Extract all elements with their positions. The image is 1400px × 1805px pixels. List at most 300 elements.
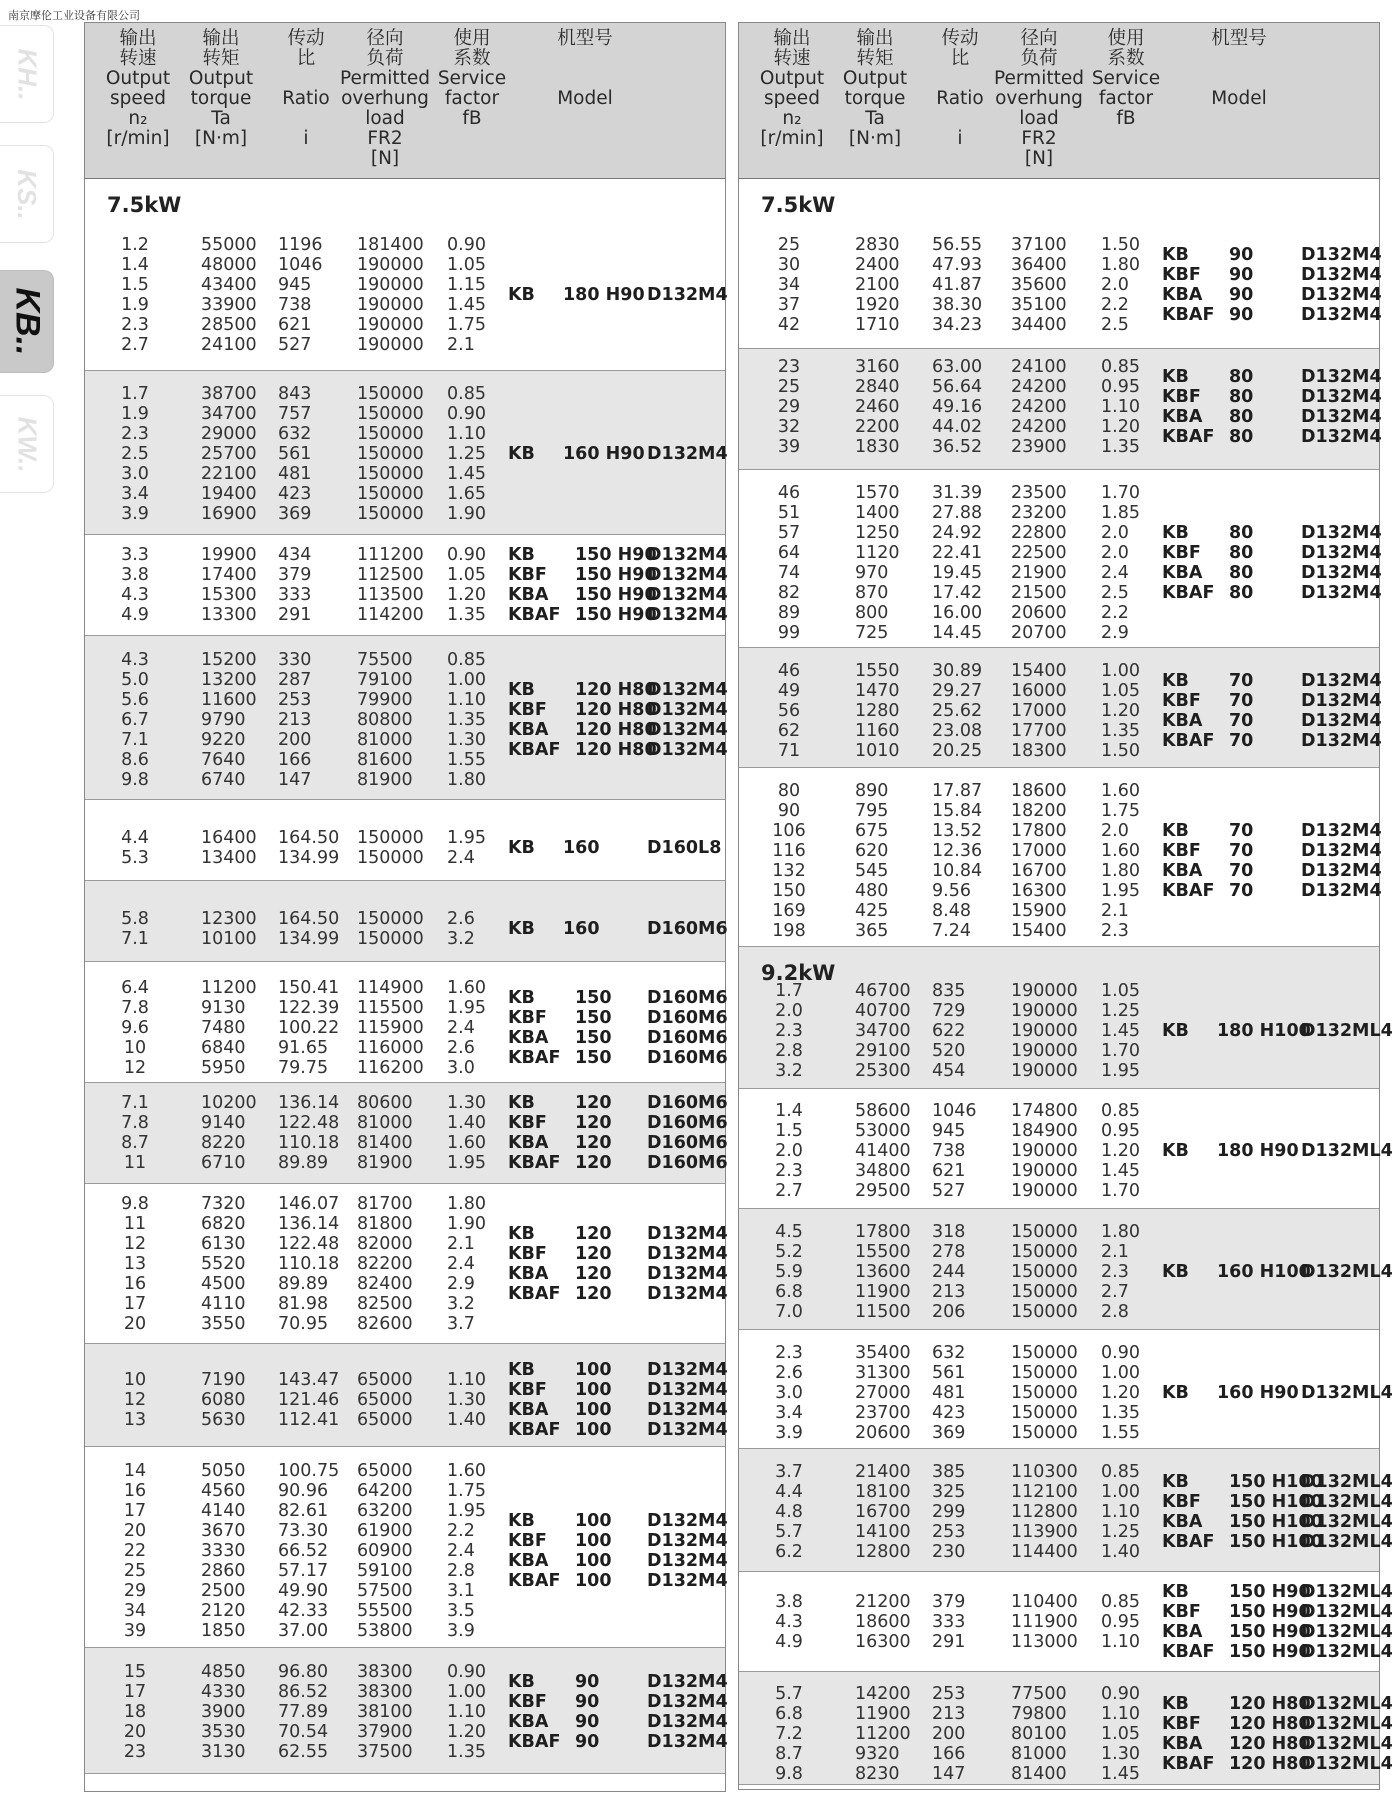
load-cell: 79900 xyxy=(357,690,413,710)
model-row xyxy=(85,680,728,700)
header-line: Output xyxy=(105,68,171,89)
service-cell: 1.10 xyxy=(1101,1704,1140,1724)
speed-cell: 116 xyxy=(772,841,806,861)
load-cell: 81400 xyxy=(1011,1764,1067,1784)
motor-type: D132M4 xyxy=(647,1692,728,1712)
ratio-cell: 66.52 xyxy=(278,1541,329,1561)
torque-cell: 13200 xyxy=(201,670,257,690)
torque-cell: 3160 xyxy=(855,357,900,377)
header-line: Ratio xyxy=(936,88,984,109)
speed-cell: 4.4 xyxy=(121,828,149,848)
model-row xyxy=(739,523,1382,543)
speed-cell: 1.5 xyxy=(775,1121,803,1141)
ratio-cell: 77.89 xyxy=(278,1702,329,1722)
motor-type: D132M4 xyxy=(1301,367,1382,387)
ratio-cell: 49.90 xyxy=(278,1581,329,1601)
header-line: 机型号 xyxy=(1211,28,1267,49)
table-row xyxy=(85,1194,725,1214)
model-size: 70 xyxy=(1229,841,1254,861)
speed-cell: 9.8 xyxy=(775,1764,803,1784)
motor-type: D160M6 xyxy=(647,1113,728,1133)
model-size: 160 H100 xyxy=(1217,1262,1311,1282)
load-cell: 36400 xyxy=(1011,255,1067,275)
torque-cell: 14200 xyxy=(855,1684,911,1704)
model-type: KB xyxy=(508,285,535,305)
model-row xyxy=(85,1113,728,1133)
model-row xyxy=(85,605,728,625)
ratio-cell: 17.42 xyxy=(932,583,983,603)
motor-type: D132M4 xyxy=(647,1511,728,1531)
model-row xyxy=(85,720,728,740)
table-row xyxy=(739,901,1379,921)
ratio-cell: 278 xyxy=(932,1242,966,1262)
service-cell: 1.25 xyxy=(1101,1001,1140,1021)
motor-type: D160M6 xyxy=(647,1133,728,1153)
header-line: [N] xyxy=(370,148,400,169)
torque-cell: 53000 xyxy=(855,1121,911,1141)
speed-cell: 8.6 xyxy=(121,750,149,770)
header-line: Ta xyxy=(211,108,231,129)
service-cell: 1.70 xyxy=(1101,1041,1140,1061)
load-cell: 150000 xyxy=(357,848,424,868)
ratio-cell: 757 xyxy=(278,404,312,424)
torque-cell: 3900 xyxy=(201,1702,246,1722)
tab-kh[interactable] xyxy=(0,25,54,123)
ratio-cell: 136.14 xyxy=(278,1214,340,1234)
table-row xyxy=(739,1423,1379,1443)
load-cell: 82500 xyxy=(357,1294,413,1314)
model-type: KBAF xyxy=(508,1732,561,1752)
model-type: KBAF xyxy=(508,1571,561,1591)
service-cell: 1.80 xyxy=(447,1194,486,1214)
motor-type: D132M4 xyxy=(647,545,728,565)
load-cell: 24100 xyxy=(1011,357,1067,377)
service-cell: 1.55 xyxy=(447,750,486,770)
ratio-cell: 632 xyxy=(278,424,312,444)
load-cell: 174800 xyxy=(1011,1101,1078,1121)
speed-cell: 1.9 xyxy=(121,404,149,424)
ratio-cell: 63.00 xyxy=(932,357,983,377)
model-type: KBA xyxy=(1162,407,1203,427)
service-cell: 2.8 xyxy=(447,1561,475,1581)
torque-cell: 1570 xyxy=(855,483,900,503)
service-cell: 1.00 xyxy=(1101,1363,1140,1383)
speed-cell: 2.3 xyxy=(121,424,149,444)
load-cell: 61900 xyxy=(357,1521,413,1541)
service-cell: 1.60 xyxy=(447,1133,486,1153)
torque-cell: 2500 xyxy=(201,1581,246,1601)
torque-cell: 1920 xyxy=(855,295,900,315)
right-table xyxy=(738,22,1393,1790)
speed-cell: 37 xyxy=(777,295,801,315)
torque-cell: 9130 xyxy=(201,998,246,1018)
service-cell: 2.8 xyxy=(1101,1302,1129,1322)
ratio-cell: 70.54 xyxy=(278,1722,329,1742)
model-size: 180 H100 xyxy=(1217,1021,1311,1041)
model-row xyxy=(739,1642,1393,1662)
model-type: KB xyxy=(508,1511,535,1531)
speed-cell: 20 xyxy=(123,1722,147,1742)
ratio-cell: 41.87 xyxy=(932,275,983,295)
service-cell: 1.05 xyxy=(1101,981,1140,1001)
service-cell: 0.90 xyxy=(447,404,486,424)
model-row xyxy=(739,407,1382,427)
load-cell: 16700 xyxy=(1011,861,1067,881)
ratio-cell: 230 xyxy=(932,1542,966,1562)
torque-cell: 11200 xyxy=(855,1724,911,1744)
service-cell: 1.35 xyxy=(447,710,486,730)
spec-section xyxy=(739,470,1382,648)
motor-type: D132M4 xyxy=(1301,671,1382,691)
ratio-cell: 945 xyxy=(278,275,312,295)
model-type: KBA xyxy=(508,1133,549,1153)
load-cell: 115500 xyxy=(357,998,424,1018)
table-row xyxy=(85,650,725,670)
speed-cell: 1.4 xyxy=(775,1101,803,1121)
speed-cell: 5.7 xyxy=(775,1522,803,1542)
torque-cell: 9320 xyxy=(855,1744,900,1764)
torque-cell: 34800 xyxy=(855,1161,911,1181)
speed-cell: 4.4 xyxy=(775,1482,803,1502)
torque-cell: 11900 xyxy=(855,1704,911,1724)
model-row xyxy=(85,838,725,858)
ratio-cell: 49.16 xyxy=(932,397,983,417)
ratio-cell: 36.52 xyxy=(932,437,983,457)
ratio-cell: 166 xyxy=(278,750,312,770)
table-row xyxy=(739,921,1379,941)
tab-kw[interactable] xyxy=(0,395,54,493)
load-cell: 150000 xyxy=(1011,1363,1078,1383)
model-size: 80 xyxy=(1229,407,1254,427)
load-cell: 150000 xyxy=(357,424,424,444)
service-cell: 2.0 xyxy=(1101,821,1129,841)
model-row xyxy=(739,1512,1393,1532)
service-cell: 1.20 xyxy=(447,585,486,605)
model-size: 80 xyxy=(1229,367,1254,387)
torque-cell: 11200 xyxy=(201,978,257,998)
load-cell: 21900 xyxy=(1011,563,1067,583)
service-cell: 1.20 xyxy=(1101,417,1140,437)
speed-cell: 6.4 xyxy=(121,978,149,998)
speed-cell: 13 xyxy=(123,1254,147,1274)
motor-type: D132M4 xyxy=(647,1224,728,1244)
load-cell: 16300 xyxy=(1011,881,1067,901)
load-cell: 65000 xyxy=(357,1370,413,1390)
motor-type: D160M6 xyxy=(647,1008,728,1028)
motor-type: D132M4 xyxy=(647,1531,728,1551)
load-cell: 150000 xyxy=(357,484,424,504)
speed-cell: 6.8 xyxy=(775,1282,803,1302)
service-cell: 1.40 xyxy=(447,1113,486,1133)
torque-cell: 6820 xyxy=(201,1214,246,1234)
load-cell: 23500 xyxy=(1011,483,1067,503)
spec-section xyxy=(85,1083,728,1184)
speed-cell: 57 xyxy=(777,523,801,543)
model-size: 80 xyxy=(1229,583,1254,603)
ratio-cell: 47.93 xyxy=(932,255,983,275)
model-type: KB xyxy=(508,919,535,939)
ratio-cell: 147 xyxy=(278,770,312,790)
service-cell: 1.05 xyxy=(447,565,486,585)
speed-cell: 1.9 xyxy=(121,295,149,315)
load-cell: 150000 xyxy=(357,828,424,848)
tab-ks[interactable] xyxy=(0,145,54,243)
spec-section xyxy=(739,1672,1393,1785)
model-size: 90 xyxy=(1229,305,1254,325)
load-cell: 57500 xyxy=(357,1581,413,1601)
load-cell: 37100 xyxy=(1011,235,1067,255)
service-cell: 1.45 xyxy=(447,295,486,315)
ratio-cell: 632 xyxy=(932,1343,966,1363)
torque-cell: 17800 xyxy=(855,1222,911,1242)
torque-cell: 11500 xyxy=(855,1302,911,1322)
header-line: Ta xyxy=(865,108,885,129)
torque-cell: 7640 xyxy=(201,750,246,770)
ratio-cell: 200 xyxy=(932,1724,966,1744)
speed-cell: 4.8 xyxy=(775,1502,803,1522)
ratio-cell: 29.27 xyxy=(932,681,983,701)
ratio-cell: 527 xyxy=(278,335,312,355)
motor-type: D132M4 xyxy=(647,1571,728,1591)
speed-cell: 2.3 xyxy=(775,1161,803,1181)
model-row xyxy=(739,543,1382,563)
model-row xyxy=(85,1048,728,1068)
speed-cell: 2.7 xyxy=(121,335,149,355)
motor-type: D132M4 xyxy=(1301,427,1382,447)
speed-cell: 7.1 xyxy=(121,1093,149,1113)
model-row xyxy=(85,1420,728,1440)
speed-cell: 2.3 xyxy=(775,1021,803,1041)
service-cell: 1.10 xyxy=(1101,1502,1140,1522)
model-size: 120 H80 xyxy=(1229,1694,1311,1714)
speed-cell: 4.9 xyxy=(775,1632,803,1652)
header-line: 传动 xyxy=(287,28,325,49)
model-row xyxy=(85,700,728,720)
model-row xyxy=(739,1021,1393,1041)
header-line: speed xyxy=(110,88,166,109)
ratio-cell: 527 xyxy=(932,1181,966,1201)
header-line: 输出 xyxy=(202,28,240,49)
ratio-cell: 9.56 xyxy=(932,881,971,901)
ratio-cell: 369 xyxy=(278,504,312,524)
model-type: KBF xyxy=(508,1244,547,1264)
model-row xyxy=(85,1692,728,1712)
speed-cell: 5.9 xyxy=(775,1262,803,1282)
model-size: 70 xyxy=(1229,711,1254,731)
service-cell: 2.1 xyxy=(1101,1242,1129,1262)
service-cell: 3.2 xyxy=(447,1294,475,1314)
table-header xyxy=(85,23,725,179)
torque-cell: 13300 xyxy=(201,605,257,625)
table-row xyxy=(85,484,725,504)
ratio-cell: 15.84 xyxy=(932,801,983,821)
motor-type: D132M4 xyxy=(1301,583,1382,603)
model-size: 120 xyxy=(575,1153,612,1173)
model-row xyxy=(739,671,1382,691)
load-cell: 16000 xyxy=(1011,681,1067,701)
table-row xyxy=(739,1181,1379,1201)
table-row xyxy=(85,504,725,524)
model-type: KBF xyxy=(1162,1714,1201,1734)
model-row xyxy=(85,444,728,464)
ratio-cell: 945 xyxy=(932,1121,966,1141)
model-size: 100 xyxy=(575,1380,612,1400)
spec-section xyxy=(85,1447,728,1648)
load-cell: 15400 xyxy=(1011,661,1067,681)
model-type: KBA xyxy=(508,1400,549,1420)
model-type: KB xyxy=(1162,1021,1189,1041)
service-cell: 2.0 xyxy=(1101,523,1129,543)
torque-cell: 2400 xyxy=(855,255,900,275)
speed-cell: 23 xyxy=(123,1742,147,1762)
table-row xyxy=(739,1041,1379,1061)
ratio-cell: 213 xyxy=(932,1704,966,1724)
torque-cell: 6130 xyxy=(201,1234,246,1254)
load-cell: 63200 xyxy=(357,1501,413,1521)
torque-cell: 12300 xyxy=(201,909,257,929)
model-size: 100 xyxy=(575,1531,612,1551)
ratio-cell: 27.88 xyxy=(932,503,983,523)
company-name: 南京摩伦工业设备有限公司 xyxy=(8,9,140,22)
table-row xyxy=(85,464,725,484)
service-cell: 1.95 xyxy=(447,1153,486,1173)
model-row xyxy=(85,988,728,1008)
service-cell: 3.9 xyxy=(447,1621,475,1641)
service-cell: 1.20 xyxy=(1101,1141,1140,1161)
load-cell: 60900 xyxy=(357,1541,413,1561)
model-type: KB xyxy=(508,680,535,700)
ratio-cell: 7.24 xyxy=(932,921,971,941)
speed-cell: 39 xyxy=(777,437,801,457)
speed-cell: 6.2 xyxy=(775,1542,803,1562)
ratio-cell: 73.30 xyxy=(278,1521,329,1541)
motor-type: D132M4 xyxy=(647,585,728,605)
header-line xyxy=(525,49,645,69)
torque-cell: 23700 xyxy=(855,1403,911,1423)
model-type: KB xyxy=(1162,671,1189,691)
ratio-cell: 325 xyxy=(932,1482,966,1502)
speed-cell: 89 xyxy=(777,603,801,623)
service-cell: 1.00 xyxy=(1101,661,1140,681)
header-line: overhung xyxy=(341,88,429,109)
service-cell: 3.1 xyxy=(447,1581,475,1601)
model-type: KBA xyxy=(1162,861,1203,881)
speed-cell: 11 xyxy=(123,1153,147,1173)
ratio-cell: 738 xyxy=(932,1141,966,1161)
model-size: 150 H100 xyxy=(1229,1512,1323,1532)
spec-section xyxy=(85,179,728,371)
model-type: KB xyxy=(1162,1472,1189,1492)
model-row xyxy=(739,1383,1393,1403)
model-size: 100 xyxy=(575,1400,612,1420)
service-cell: 0.85 xyxy=(447,650,486,670)
torque-cell: 40700 xyxy=(855,1001,911,1021)
torque-cell: 15200 xyxy=(201,650,257,670)
model-type: KBAF xyxy=(1162,881,1215,901)
model-type: KBF xyxy=(508,1692,547,1712)
torque-cell: 1120 xyxy=(855,543,900,563)
motor-type: D132ML4 xyxy=(1301,1492,1393,1512)
torque-cell: 870 xyxy=(855,583,889,603)
spec-section xyxy=(85,636,728,800)
service-cell: 2.4 xyxy=(447,1254,475,1274)
load-cell: 150000 xyxy=(357,929,424,949)
ratio-cell: 729 xyxy=(932,1001,966,1021)
load-cell: 190000 xyxy=(1011,1181,1078,1201)
torque-cell: 16400 xyxy=(201,828,257,848)
spec-section xyxy=(85,1184,728,1344)
torque-cell: 9790 xyxy=(201,710,246,730)
load-cell: 184900 xyxy=(1011,1121,1078,1141)
header-line: FR2 xyxy=(367,128,403,149)
ratio-cell: 200 xyxy=(278,730,312,750)
motor-type: D132M4 xyxy=(647,1284,728,1304)
model-size: 150 xyxy=(575,1028,612,1048)
service-cell: 1.95 xyxy=(447,998,486,1018)
model-row xyxy=(739,245,1382,265)
model-size: 120 xyxy=(575,1284,612,1304)
motor-type: D132M4 xyxy=(647,1672,728,1692)
table-row xyxy=(739,1161,1379,1181)
load-cell: 81000 xyxy=(357,1113,413,1133)
ratio-cell: 1046 xyxy=(932,1101,977,1121)
motor-type: D132ML4 xyxy=(1301,1754,1393,1774)
speed-cell: 99 xyxy=(777,623,801,643)
table-row xyxy=(85,404,725,424)
motor-type: D132M4 xyxy=(647,1400,728,1420)
load-cell: 20600 xyxy=(1011,603,1067,623)
tab-kb[interactable] xyxy=(0,270,54,373)
model-size: 70 xyxy=(1229,881,1254,901)
model-row xyxy=(739,1714,1393,1734)
ratio-cell: 843 xyxy=(278,384,312,404)
motor-type: D132ML4 xyxy=(1301,1734,1393,1754)
speed-cell: 9.8 xyxy=(121,1194,149,1214)
torque-cell: 17400 xyxy=(201,565,257,585)
load-cell: 22800 xyxy=(1011,523,1067,543)
motor-type: D132M4 xyxy=(647,720,728,740)
speed-cell: 7.1 xyxy=(121,730,149,750)
table-row xyxy=(739,1302,1379,1322)
motor-type: D132M4 xyxy=(1301,563,1382,583)
model-type: KBA xyxy=(508,1028,549,1048)
speed-cell: 13 xyxy=(123,1410,147,1430)
torque-cell: 1550 xyxy=(855,661,900,681)
service-cell: 1.10 xyxy=(447,690,486,710)
table-row xyxy=(85,384,725,404)
model-type: KBAF xyxy=(1162,305,1215,325)
header-model xyxy=(1179,29,1299,109)
service-cell: 2.0 xyxy=(1101,275,1129,295)
header-line: FR2 xyxy=(1021,128,1057,149)
service-cell: 1.35 xyxy=(447,605,486,625)
load-cell: 38100 xyxy=(357,1702,413,1722)
service-cell: 1.95 xyxy=(1101,881,1140,901)
ratio-cell: 56.64 xyxy=(932,377,983,397)
spec-section xyxy=(739,1089,1393,1209)
motor-type: D132M4 xyxy=(1301,821,1382,841)
speed-cell: 1.2 xyxy=(121,235,149,255)
model-type: KB xyxy=(508,1224,535,1244)
motor-type: D160M6 xyxy=(647,1028,728,1048)
model-row xyxy=(739,583,1382,603)
service-cell: 1.00 xyxy=(1101,1482,1140,1502)
torque-cell: 5050 xyxy=(201,1461,246,1481)
model-row xyxy=(739,881,1382,901)
motor-type: D132M4 xyxy=(1301,881,1382,901)
table-row xyxy=(739,801,1379,821)
load-cell: 18600 xyxy=(1011,781,1067,801)
